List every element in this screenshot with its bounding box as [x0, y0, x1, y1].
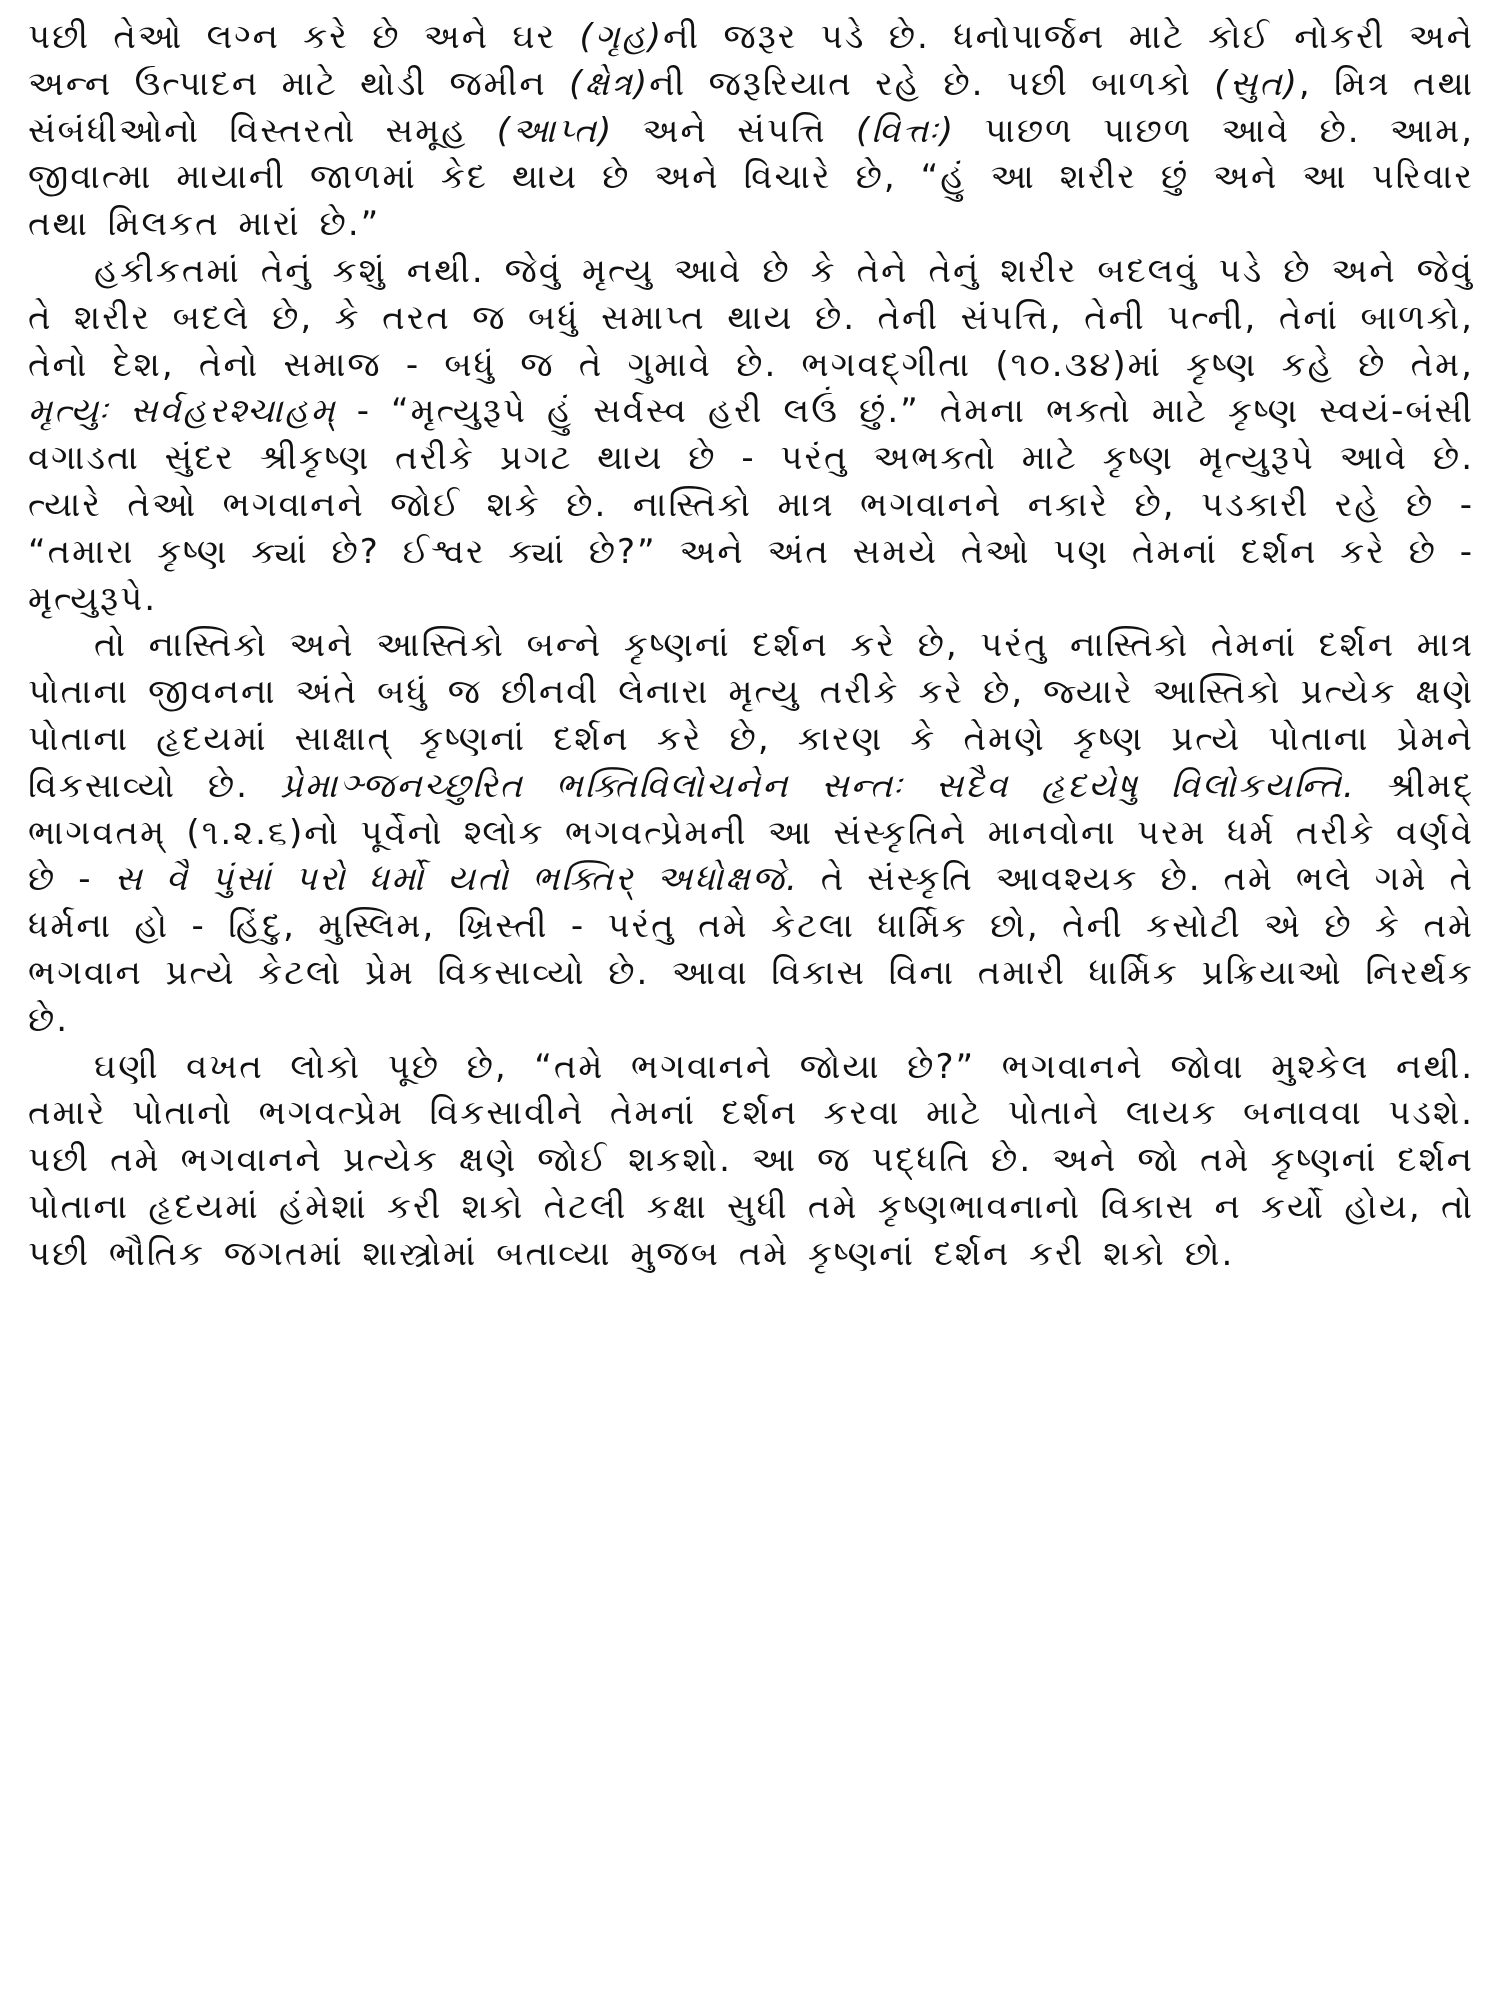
text-span: ઘણી વખત લોકો પૂછે છે, “તમે ભગવાનને જોયા છે?” ભગવાનને જોવા મુશ્કેલ નથી. તમારે પોતાનો ભગવત્પ્રેમ વિકસાવીને તેમનાં દર્શન કરવા માટે પોતાને લાયક બનાવવા પડશે. પછી તમે ભગવાનને પ્રત્યેક ક્ષણે જોઈ શકશો. આ જ પદ્ધતિ છે. અને જો તમે કૃષ્ણનાં દર્શન પોતાના હૃદયમાં હંમેશાં કરી શકો તેટલી કક્ષા સુધી તમે કૃષ્ણભાવનાનો વિકાસ ન કર્યો હોય, તો પછી ભૌતિક જગતમાં શાસ્ત્રોમાં બતાવ્યા મુજબ તમે કૃષ્ણનાં દર્શન કરી શકો છો. [28, 1046, 1474, 1274]
text-span: શ્રીમદ્ ભાગવતમ્ (૧.૨.૬)નો પૂર્વેનો શ્લોક ભગવત્પ્રેમની આ સંસ્કૃતિને માનવોના પરમ ધર્મ તરીકે વર્ણવે છે - [28, 765, 1474, 900]
text-span: તો નાસ્તિકો અને આસ્તિકો બન્ને કૃષ્ણનાં દર્શન કરે છે, પરંતુ નાસ્તિકો તેમનાં દર્શન માત્ર પોતાના જીવનના અંતે બધું જ છીનવી લેનારા મૃત્યુ તરીકે કરે છે, જ્યારે આસ્તિકો પ્રત્યેક ક્ષણે પોતાના હૃદયમાં સાક્ષાત્ કૃષ્ણનાં દર્શન કરે છે, કારણ કે તેમણે કૃષ્ણ પ્રત્યે પોતાના પ્રેમને વિકસાવ્યો છે. [28, 625, 1474, 806]
text-span: પાછળ પાછળ આવે છે. આમ, જીવાત્મા માયાની જાળમાં કેદ થાય છે અને વિચારે છે, “હું આ શરીર છું અને આ પરિવાર તથા મિલકત મારાં છે.” [28, 110, 1475, 245]
paragraph-3 [28, 622, 1474, 1043]
italic-verse: સ વૈ પુંસાં પરો ધર્મો યતો ભક્તિર્ અધોક્ષજે. [114, 859, 799, 900]
paragraph-2 [28, 248, 1474, 622]
paragraph-4 [28, 1044, 1474, 1278]
text-span: અને સંપત્તિ [613, 110, 856, 151]
italic-term: મૃત્યુઃ સર્વહરશ્ચાહમ્ [28, 391, 337, 432]
paragraph-1 [28, 14, 1474, 248]
italic-term: (સુત) [1214, 63, 1299, 104]
text-span: હકીકતમાં તેનું કશું નથી. જેવું મૃત્યુ આવે છે કે તેને તેનું શરીર બદલવું પડે છે અને જેવું તે શરીર બદલે છે, કે તરત જ બધું સમાપ્ત થાય છે. તેની સંપત્તિ, તેની પત્ની, તેનાં બાળકો, તેનો દેશ, તેનો સમાજ - બધું જ તે ગુમાવે છે. ભગવદ્ગીતા (૧૦.૩૪)માં કૃષ્ણ કહે છે તેમ, [28, 250, 1474, 385]
text-span: ની જરૂરિયાત રહે છે. પછી બાળકો [649, 63, 1215, 104]
text-span: તે સંસ્કૃતિ આવશ્યક છે. તમે ભલે ગમે તે ધર્મના હો - હિંદુ, મુસ્લિમ, ખ્રિસ્તી - પરંતુ તમે કેટલા ધાર્મિક છો, તેની કસોટી એ છે કે તમે ભગવાન પ્રત્યે કેટલો પ્રેમ વિકસાવ્યો છે. આવા વિકાસ વિના તમારી ધાર્મિક પ્રક્રિયાઓ નિરર્થક છે. [28, 859, 1474, 1040]
italic-verse: પ્રેમાઞ્જનચ્છુરિત ભક્તિવિલોચનેન સન્તઃ સદૈવ હૃદયેષુ વિલોકયન્તિ. [280, 765, 1356, 806]
text-span: , મિત્ર તથા સંબંધીઓનો વિસ્તરતો સમૂહ [28, 63, 1475, 151]
text-span: પછી તેઓ લગ્ન કરે છે અને ઘર [28, 17, 580, 57]
italic-term: (આપ્ત) [496, 110, 614, 151]
italic-term: (ક્ષેત્ર) [569, 63, 650, 104]
italic-term: (વિત્તઃ) [855, 110, 956, 151]
text-span: ની જરૂર પડે છે. ધનોપાર્જન માટે કોઈ નોકરી અને અન્ન ઉત્પાદન માટે થોડી જમીન [28, 17, 1474, 104]
text-span: - “મૃત્યુરૂપે હું સર્વસ્વ હરી લઉં છું.” તેમના ભક્તો માટે કૃષ્ણ સ્વયં-બંસી વગાડતા સુંદર શ્રીકૃષ્ણ તરીકે પ્રગટ થાય છે - પરંતુ અભક્તો માટે કૃષ્ણ મૃત્યુરૂપે આવે છે. ત્યારે તેઓ ભગવાનને જોઈ શકે છે. નાસ્તિકો માત્ર ભગવાનને નકારે છે, પડકારી રહે છે - “તમારા કૃષ્ણ ક્યાં છે? ઈશ્વર ક્યાં છે?” અને અંત સમયે તેઓ પણ તેમનાં દર્શન કરે છે - મૃત્યુરૂપે. [28, 391, 1474, 619]
italic-term: (ગૃહ) [579, 17, 664, 57]
document-page [28, 14, 1474, 1986]
